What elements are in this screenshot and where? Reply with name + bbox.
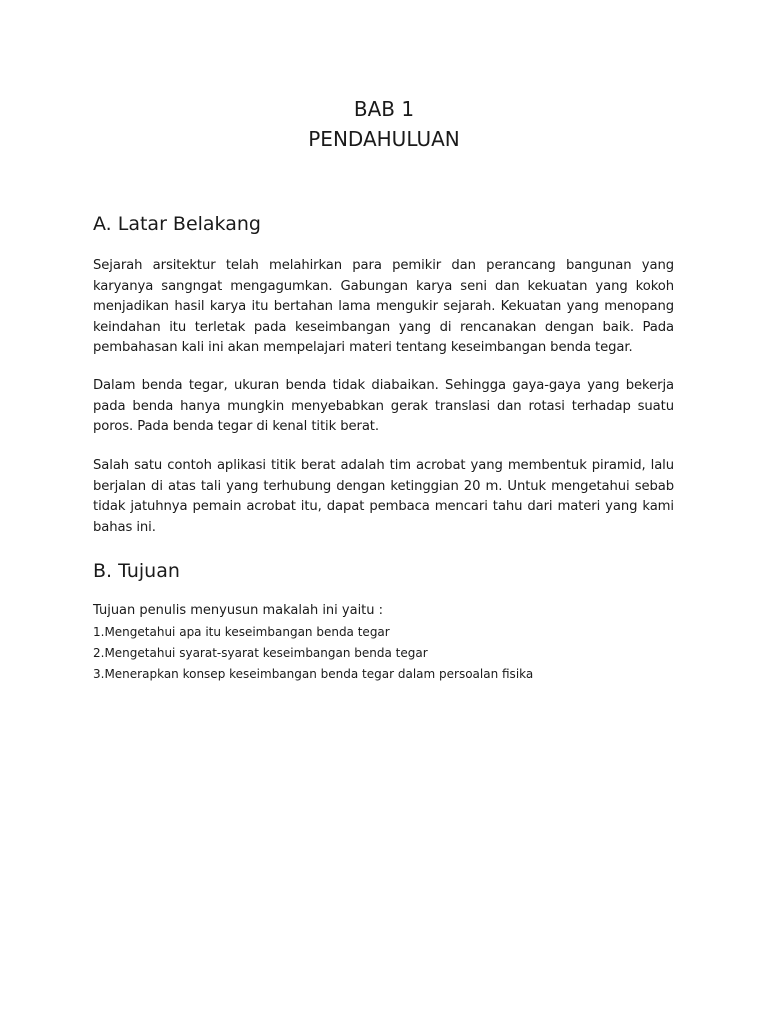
paragraph-1: Sejarah arsitektur telah melahirkan para pemikir dan perancang bangunan yang karyanya sangngat mengagumkan. Gabungan karya seni dan kekuatan yang kokoh menjadikan hasil karya itu bertahan lama mengukir sejarah. Kekuatan yang menopang keindahan itu terletak pada keseimbangan yang di rencanakan dengan baik. Pada pembahasan kali ini akan mempelajari materi tentang keseimbangan benda tegar. (93, 258, 674, 355)
paragraph-2: Dalam benda tegar, ukuran benda tidak diabaikan. Sehingga gaya-gaya yang bekerja pada benda hanya mungkin menyebabkan gerak translasi dan rotasi terhadap suatu poros. Pada benda tegar di kenal titik berat. (93, 378, 674, 434)
section-heading-latar-belakang: A. Latar Belakang (93, 213, 261, 235)
tujuan-item-2: 2.Mengetahui syarat-syarat keseimbangan benda tegar (93, 646, 428, 660)
chapter-heading (0, 94, 768, 154)
tujuan-item-1: 1.Mengetahui apa itu keseimbangan benda tegar (93, 625, 390, 639)
paragraph-3: Salah satu contoh aplikasi titik berat adalah tim acrobat yang membentuk piramid, lalu berjalan di atas tali yang terhubung dengan ketinggian 20 m. Untuk mengetahui sebab tidak jatuhnya pemain acrobat itu, dapat pembaca mencari tahu dari materi yang kami bahas ini. (93, 458, 674, 535)
chapter-number: BAB 1 (353, 97, 415, 121)
tujuan-item-3: 3.Menerapkan konsep keseimbangan benda tegar dalam persoalan fisika (93, 667, 534, 681)
chapter-title: PENDAHULUAN (308, 127, 460, 151)
section-heading-tujuan: B. Tujuan (93, 560, 180, 582)
tujuan-intro: Tujuan penulis menyusun makalah ini yaitu : (93, 603, 384, 618)
